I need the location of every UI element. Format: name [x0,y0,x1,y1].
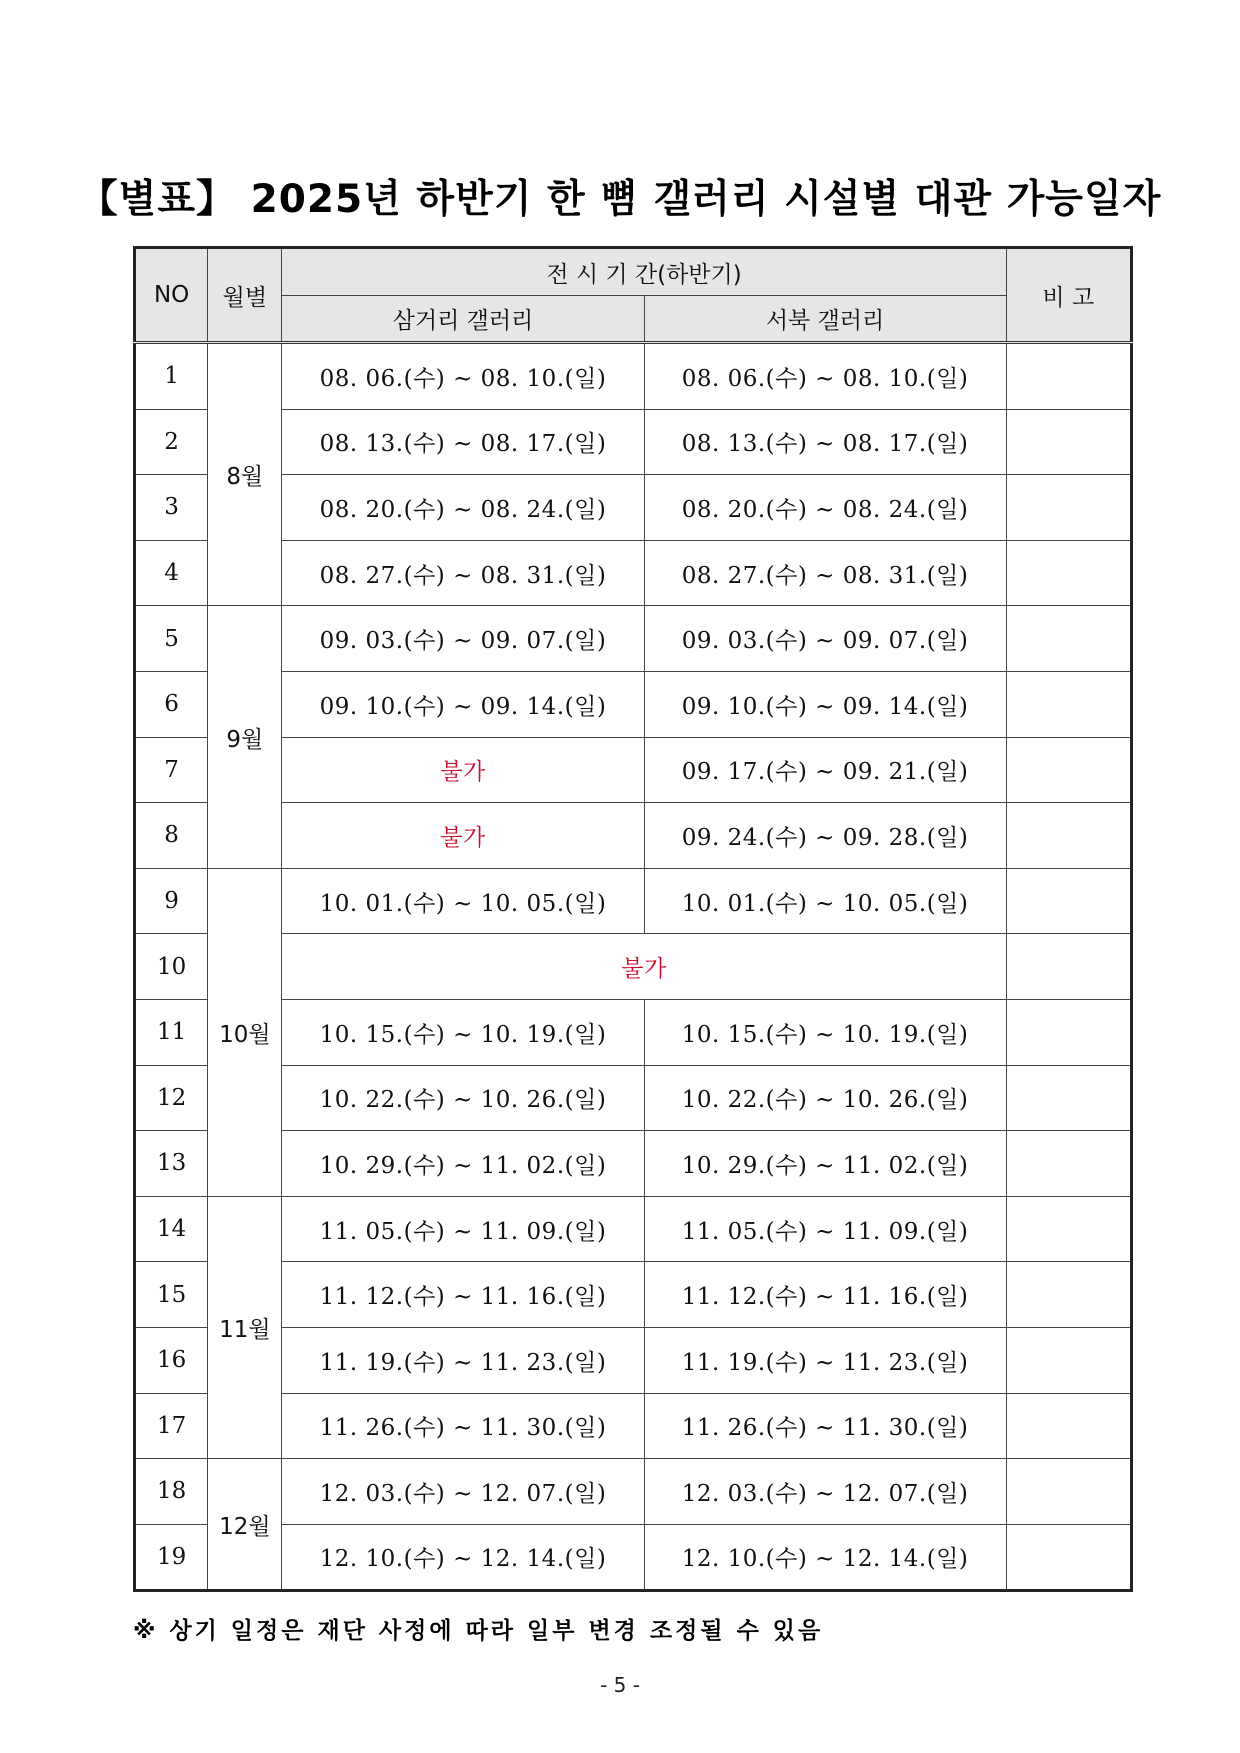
table-row [135,1327,1132,1393]
month-cell: 12월 [208,1459,282,1591]
month-cell: 11월 [208,1196,282,1458]
note-cell [1006,409,1131,475]
note-cell [1006,540,1131,606]
note-cell [1006,1524,1131,1591]
table-row [135,343,1132,410]
period-seobuk: 12. 10.(수) ~ 12. 14.(일) [644,1524,1006,1591]
note-cell [1006,1393,1131,1459]
table-row [135,540,1132,606]
period-seobuk: 10. 15.(수) ~ 10. 19.(일) [644,999,1006,1065]
table-row [135,671,1132,737]
period-samgeori: 09. 10.(수) ~ 09. 14.(일) [282,671,644,737]
row-number: 18 [135,1459,208,1525]
row-number: 13 [135,1131,208,1197]
period-samgeori: 10. 22.(수) ~ 10. 26.(일) [282,1065,644,1131]
note-cell [1006,1262,1131,1328]
period-seobuk: 09. 03.(수) ~ 09. 07.(일) [644,606,1006,672]
note-cell [1006,343,1131,410]
period-seobuk: 11. 05.(수) ~ 11. 09.(일) [644,1196,1006,1262]
row-number: 4 [135,540,208,606]
row-number: 6 [135,671,208,737]
period-samgeori: 12. 03.(수) ~ 12. 07.(일) [282,1459,644,1525]
period-samgeori: 12. 10.(수) ~ 12. 14.(일) [282,1524,644,1591]
table-row [135,1524,1132,1591]
table-row [135,868,1132,934]
period-seobuk: 11. 26.(수) ~ 11. 30.(일) [644,1393,1006,1459]
period-samgeori: 10. 01.(수) ~ 10. 05.(일) [282,868,644,934]
table-row [135,606,1132,672]
note-cell [1006,1131,1131,1197]
period-seobuk: 08. 20.(수) ~ 08. 24.(일) [644,475,1006,541]
row-number: 8 [135,803,208,869]
period-samgeori: 10. 29.(수) ~ 11. 02.(일) [282,1131,644,1197]
table-row [135,1065,1132,1131]
footnote: ※ 상기 일정은 재단 사정에 따라 일부 변경 조정될 수 있음 [133,1618,824,1644]
row-number: 14 [135,1196,208,1262]
period-seobuk: 08. 13.(수) ~ 08. 17.(일) [644,409,1006,475]
row-number: 2 [135,409,208,475]
period-samgeori: 11. 26.(수) ~ 11. 30.(일) [282,1393,644,1459]
schedule-body [135,343,1132,1591]
period-seobuk: 11. 19.(수) ~ 11. 23.(일) [644,1327,1006,1393]
page-number: - 5 - [600,1673,640,1697]
row-number: 11 [135,999,208,1065]
period-samgeori: 10. 15.(수) ~ 10. 19.(일) [282,999,644,1065]
period-seobuk: 08. 06.(수) ~ 08. 10.(일) [644,343,1006,410]
period-samgeori: 11. 19.(수) ~ 11. 23.(일) [282,1327,644,1393]
period-samgeori: 11. 05.(수) ~ 11. 09.(일) [282,1196,644,1262]
period-samgeori: 09. 03.(수) ~ 09. 07.(일) [282,606,644,672]
table-row [135,737,1132,803]
note-cell [1006,1065,1131,1131]
document-title: 【별표】 2025년 하반기 한 뼘 갤러리 시설별 대관 가능일자 [78,177,1162,222]
header-note: 비 고 [1006,248,1131,343]
row-number: 1 [135,343,208,410]
note-cell [1006,1196,1131,1262]
row-number: 17 [135,1393,208,1459]
note-cell [1006,1327,1131,1393]
unavailable-cell: 불가 [282,737,644,803]
header-period: 전 시 기 간(하반기) [282,248,1006,296]
header-gallery-samgeori: 삼거리 갤러리 [282,296,644,343]
row-number: 16 [135,1327,208,1393]
table-row [135,1393,1132,1459]
month-cell: 9월 [208,606,282,868]
period-samgeori: 08. 06.(수) ~ 08. 10.(일) [282,343,644,410]
table-row [135,1131,1132,1197]
row-number: 19 [135,1524,208,1591]
table-row [135,1196,1132,1262]
period-seobuk: 08. 27.(수) ~ 08. 31.(일) [644,540,1006,606]
period-samgeori: 08. 27.(수) ~ 08. 31.(일) [282,540,644,606]
row-number: 3 [135,475,208,541]
row-number: 15 [135,1262,208,1328]
table-row [135,1262,1132,1328]
period-samgeori: 08. 13.(수) ~ 08. 17.(일) [282,409,644,475]
row-number: 7 [135,737,208,803]
period-seobuk: 12. 03.(수) ~ 12. 07.(일) [644,1459,1006,1525]
period-seobuk: 09. 17.(수) ~ 09. 21.(일) [644,737,1006,803]
unavailable-cell: 불가 [282,803,644,869]
month-cell: 8월 [208,343,282,606]
month-cell: 10월 [208,868,282,1196]
header-month: 월별 [208,248,282,343]
table-row [135,803,1132,869]
note-cell [1006,934,1131,1000]
row-number: 9 [135,868,208,934]
period-samgeori: 08. 20.(수) ~ 08. 24.(일) [282,475,644,541]
period-seobuk: 11. 12.(수) ~ 11. 16.(일) [644,1262,1006,1328]
unavailable-cell: 불가 [282,934,1006,1000]
note-cell [1006,868,1131,934]
schedule-table [133,246,1133,1592]
header-gallery-seobuk: 서북 갤러리 [644,296,1006,343]
period-seobuk: 09. 10.(수) ~ 09. 14.(일) [644,671,1006,737]
row-number: 10 [135,934,208,1000]
note-cell [1006,803,1131,869]
period-seobuk: 10. 29.(수) ~ 11. 02.(일) [644,1131,1006,1197]
header-no: NO [135,248,208,343]
table-row [135,999,1132,1065]
note-cell [1006,999,1131,1065]
table-row [135,934,1132,1000]
period-seobuk: 10. 22.(수) ~ 10. 26.(일) [644,1065,1006,1131]
table-row [135,1459,1132,1525]
note-cell [1006,671,1131,737]
table-row [135,475,1132,541]
note-cell [1006,606,1131,672]
note-cell [1006,1459,1131,1525]
table-row [135,409,1132,475]
period-seobuk: 10. 01.(수) ~ 10. 05.(일) [644,868,1006,934]
note-cell [1006,475,1131,541]
period-seobuk: 09. 24.(수) ~ 09. 28.(일) [644,803,1006,869]
period-samgeori: 11. 12.(수) ~ 11. 16.(일) [282,1262,644,1328]
row-number: 12 [135,1065,208,1131]
row-number: 5 [135,606,208,672]
note-cell [1006,737,1131,803]
